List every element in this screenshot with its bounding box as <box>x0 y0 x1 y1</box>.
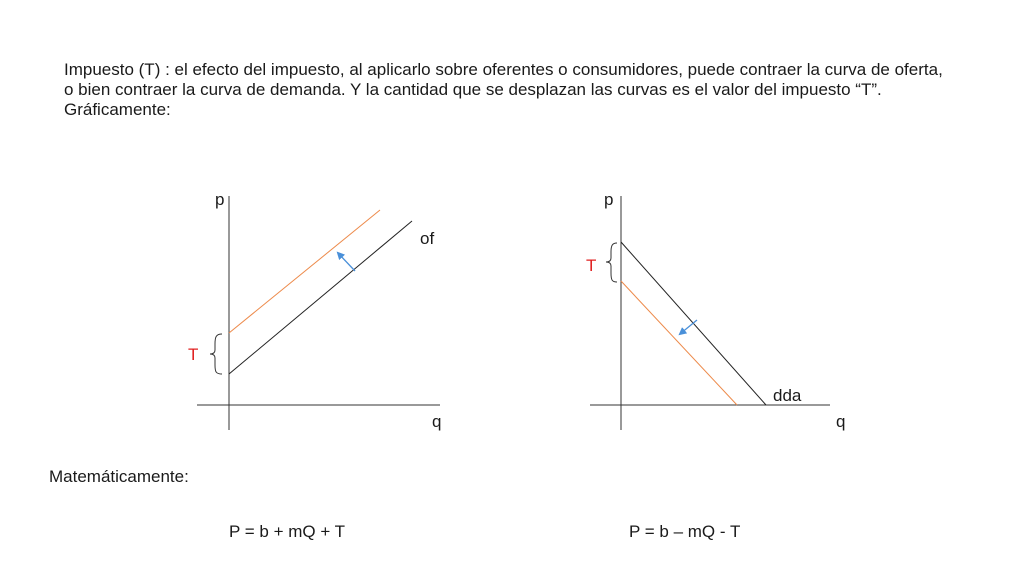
supply-graph <box>188 190 441 431</box>
demand-tax-brace <box>606 243 617 282</box>
demand-x-axis-label: q <box>836 412 846 431</box>
supply-x-axis-label: q <box>432 412 442 431</box>
demand-tax-label: T <box>586 256 597 275</box>
intro-line-2: o bien contraer la curva de demanda. Y la cantidad que se desplazan las curvas es el valor del impuesto “T”. <box>64 80 882 99</box>
supply-formula: P = b + mQ + T <box>229 522 346 541</box>
supply-shift-arrow <box>338 253 355 271</box>
math-title: Matemáticamente: <box>49 467 189 486</box>
demand-shifted-curve <box>621 281 737 405</box>
intro-line-3: Gráficamente: <box>64 100 171 119</box>
demand-shift-arrow <box>680 320 697 334</box>
supply-shifted-curve <box>229 210 380 333</box>
intro-line-1: Impuesto (T) : el efecto del impuesto, al aplicarlo sobre oferentes o consumidores, puede contraer la curva de oferta, <box>64 60 943 79</box>
demand-y-axis-label: p <box>604 190 614 209</box>
supply-tax-label: T <box>188 345 199 364</box>
supply-tax-brace <box>210 334 222 374</box>
demand-curve-label: dda <box>773 386 802 405</box>
supply-original-curve <box>229 221 412 374</box>
demand-graph <box>586 190 845 431</box>
supply-y-axis-label: p <box>215 190 225 209</box>
demand-formula: P = b – mQ - T <box>629 522 741 541</box>
supply-curve-label: of <box>420 229 435 248</box>
